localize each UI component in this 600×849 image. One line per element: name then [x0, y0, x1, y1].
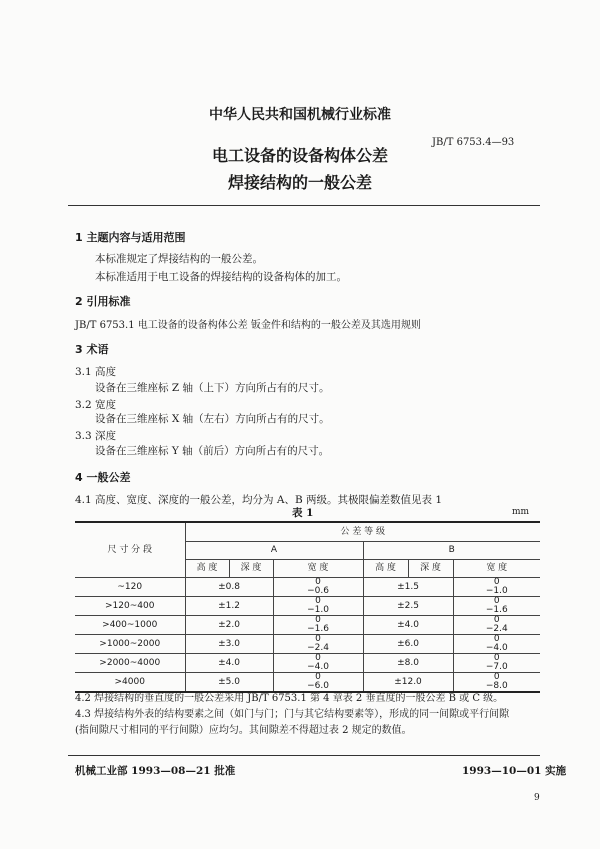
page-number: 9 [534, 793, 540, 803]
grade-b-height-depth: ±8.0 [363, 654, 453, 673]
grade-b-width [453, 654, 540, 673]
grade-a-height-depth: ±4.0 [185, 654, 273, 673]
paragraph: 设备在三维座标 X 轴（左右）方向所占有的尺寸。 [95, 413, 330, 425]
grade-a-width [273, 635, 363, 654]
upper-deviation: 0 [315, 634, 321, 644]
paragraph: 设备在三维座标 Y 轴（前后）方向所占有的尺寸。 [95, 445, 330, 457]
paragraph: (指间隙尺寸相同的平行间隙）应均匀。其间隙差不得超过表 2 规定的数值。 [75, 725, 412, 736]
size-range: ~120 [75, 578, 185, 597]
grade-b-height-depth: ±1.5 [363, 578, 453, 597]
section-1-heading: 1 主题内容与适用范围 [75, 231, 186, 244]
paragraph: JB/T 6753.1 电工设备的设备构体公差 钣金件和结构的一般公差及其选用规则 [75, 320, 421, 331]
title-line-1: 电工设备的设备构体公差 [211, 146, 388, 165]
upper-deviation: 0 [315, 653, 321, 663]
size-range: >4000 [75, 673, 185, 693]
grade-b-width [453, 635, 540, 654]
header-height: 高 度 [185, 560, 229, 578]
subheading: 3.3 深度 [75, 430, 117, 442]
upper-deviation: 0 [315, 577, 321, 587]
grade-a-width [273, 597, 363, 616]
section-4-heading: 4 一般公差 [75, 471, 131, 484]
approval-date: 机械工业部 1993—08—21 批准 [75, 765, 236, 777]
section-2-heading: 2 引用标准 [75, 295, 131, 308]
lower-deviation: −1.6 [485, 605, 508, 615]
grade-a-width [273, 654, 363, 673]
header-height: 高 度 [363, 560, 408, 578]
title-line-2: 焊接结构的一般公差 [227, 173, 372, 192]
grade-a-height-depth: ±5.0 [185, 673, 273, 693]
table-row [75, 578, 540, 597]
table-row [75, 654, 540, 673]
size-range: >2000~4000 [75, 654, 185, 673]
grade-a-height-depth: ±0.8 [185, 578, 273, 597]
lower-deviation: −1.0 [307, 605, 329, 615]
header-depth: 深 度 [408, 560, 453, 578]
subheading: 3.1 高度 [75, 366, 117, 378]
grade-b-width [453, 578, 540, 597]
lower-deviation: −1.6 [307, 624, 329, 634]
upper-deviation: 0 [315, 672, 321, 682]
header-grade-b: B [363, 542, 540, 560]
size-range: >120~400 [75, 597, 185, 616]
lower-deviation: −2.4 [485, 624, 508, 634]
table-caption: 表 1 [292, 507, 314, 519]
grade-a-width [273, 578, 363, 597]
upper-deviation: 0 [493, 672, 500, 682]
issuing-org: 中华人民共和国机械行业标准 [209, 107, 391, 123]
paragraph: 4.1 高度、宽度、深度的一般公差，均分为 A、B 两级。其极限偏差数值见表 1 [75, 494, 443, 506]
size-range: >1000~2000 [75, 635, 185, 654]
table-row [75, 635, 540, 654]
paragraph: 设备在三维座标 Z 轴（上下）方向所占有的尺寸。 [95, 382, 330, 394]
header-size: 尺 寸 分 段 [75, 522, 185, 578]
upper-deviation: 0 [315, 615, 321, 625]
header-depth: 深 度 [229, 560, 273, 578]
grade-a-width [273, 616, 363, 635]
section-3-heading: 3 术语 [75, 343, 109, 356]
header-grade-a: A [185, 542, 363, 560]
grade-b-height-depth: ±2.5 [363, 597, 453, 616]
grade-b-width [453, 616, 540, 635]
subheading: 3.2 宽度 [75, 399, 117, 411]
lower-deviation: −4.0 [307, 662, 329, 672]
grade-b-height-depth: ±4.0 [363, 616, 453, 635]
table-row [75, 616, 540, 635]
effective-date: 1993—10—01 实施 [462, 765, 567, 777]
paragraph: 本标准规定了焊接结构的一般公差。 [95, 253, 263, 265]
grade-b-height-depth: ±6.0 [363, 635, 453, 654]
grade-a-height-depth: ±3.0 [185, 635, 273, 654]
grade-a-height-depth: ±1.2 [185, 597, 273, 616]
grade-b-height-depth: ±12.0 [363, 673, 453, 693]
upper-deviation: 0 [315, 596, 321, 606]
header-width: 宽 度 [273, 560, 363, 578]
table-row [75, 597, 540, 616]
upper-deviation: 0 [493, 596, 500, 606]
footer-rule [68, 755, 540, 756]
lower-deviation: −8.0 [485, 681, 508, 691]
grade-b-width [453, 597, 540, 616]
lower-deviation: −6.0 [307, 681, 329, 691]
size-range: >400~1000 [75, 616, 185, 635]
header-grade: 公 差 等 级 [185, 522, 540, 542]
upper-deviation: 0 [493, 577, 500, 587]
header-width: 宽 度 [453, 560, 540, 578]
lower-deviation: −2.4 [307, 643, 329, 653]
tolerance-table [75, 521, 540, 693]
lower-deviation: −7.0 [485, 662, 508, 672]
upper-deviation: 0 [493, 615, 500, 625]
grade-a-height-depth: ±2.0 [185, 616, 273, 635]
standard-code: JB/T 6753.4—93 [432, 137, 515, 148]
upper-deviation: 0 [493, 634, 500, 644]
lower-deviation: −4.0 [485, 643, 508, 653]
upper-deviation: 0 [493, 653, 500, 663]
table-unit: mm [512, 507, 530, 517]
paragraph: 4.2 焊接结构的垂直度的一般公差采用 JB/T 6753.1 第 4 章表 2 垂直度的一般公差 B 或 C 级。 [75, 693, 504, 704]
header-rule [68, 205, 540, 206]
paragraph: 本标准适用于电工设备的焊接结构的设备构体的加工。 [95, 271, 347, 283]
lower-deviation: −0.6 [307, 586, 329, 596]
lower-deviation: −1.0 [485, 586, 508, 596]
paragraph: 4.3 焊接结构外表的结构要素之间（如门与门；门与其它结构要素等），形成的同一间隙或平行间隙 [75, 709, 510, 720]
